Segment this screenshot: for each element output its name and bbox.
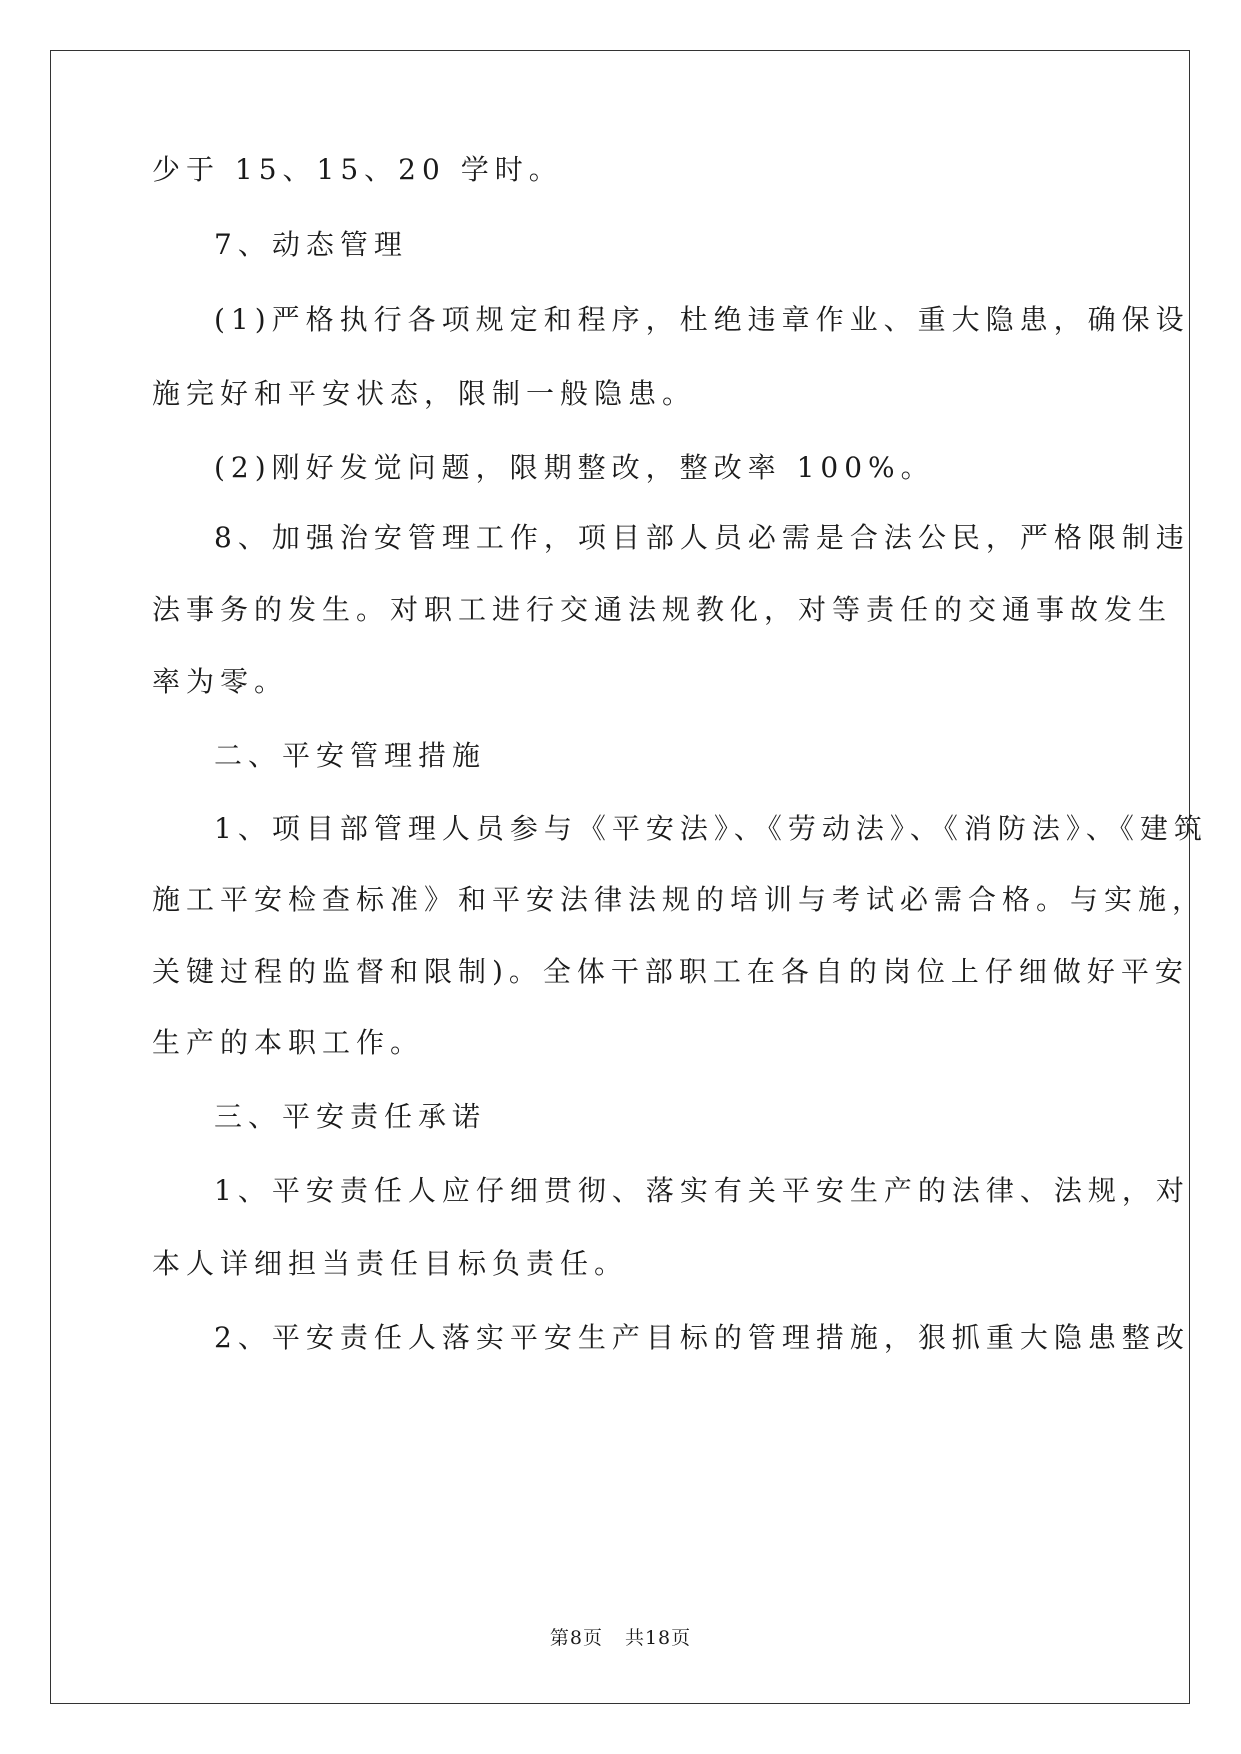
text-line: 8、加强治安管理工作，项目部人员必需是合法公民，严格限制违 (214, 521, 1190, 554)
text-line: 1、平安责任人应仔细贯彻、落实有关平安生产的法律、法规，对 (214, 1174, 1190, 1207)
text-line: 生产的本职工作。 (152, 1026, 425, 1059)
page-footer (0, 1626, 1241, 1650)
section-heading: 三、平安责任承诺 (214, 1100, 487, 1133)
text-line: 率为零。 (152, 665, 289, 698)
page-frame (50, 50, 1190, 1704)
text-line: 施工平安检查标准》和平安法律法规的培训与考试必需合格。与实施， (152, 883, 1207, 916)
section-heading: 7、动态管理 (214, 228, 408, 261)
text-line: 本人详细担当责任目标负责任。 (152, 1247, 629, 1280)
text-line: 少于 15、15、20 学时。 (152, 153, 563, 186)
page-total: 共18页 (624, 1627, 692, 1649)
section-heading: 二、平安管理措施 (214, 739, 487, 772)
text-line: 2、平安责任人落实平安生产目标的管理措施，狠抓重大隐患整改 (214, 1321, 1190, 1354)
text-line: (1)严格执行各项规定和程序，杜绝违章作业、重大隐患，确保设 (214, 303, 1190, 336)
text-line: 1、项目部管理人员参与《平安法》、《劳动法》、《消防法》、《建筑 (214, 812, 1208, 845)
text-line: 施完好和平安状态，限制一般隐患。 (152, 377, 697, 410)
text-line: 法事务的发生。对职工进行交通法规教化，对等责任的交通事故发生 (152, 593, 1173, 626)
page-number: 第8页 (549, 1627, 603, 1649)
text-line: 关键过程的监督和限制)。全体干部职工在各自的岗位上仔细做好平安 (152, 955, 1189, 988)
text-line: (2)刚好发觉问题，限期整改，整改率 100%。 (214, 451, 935, 484)
